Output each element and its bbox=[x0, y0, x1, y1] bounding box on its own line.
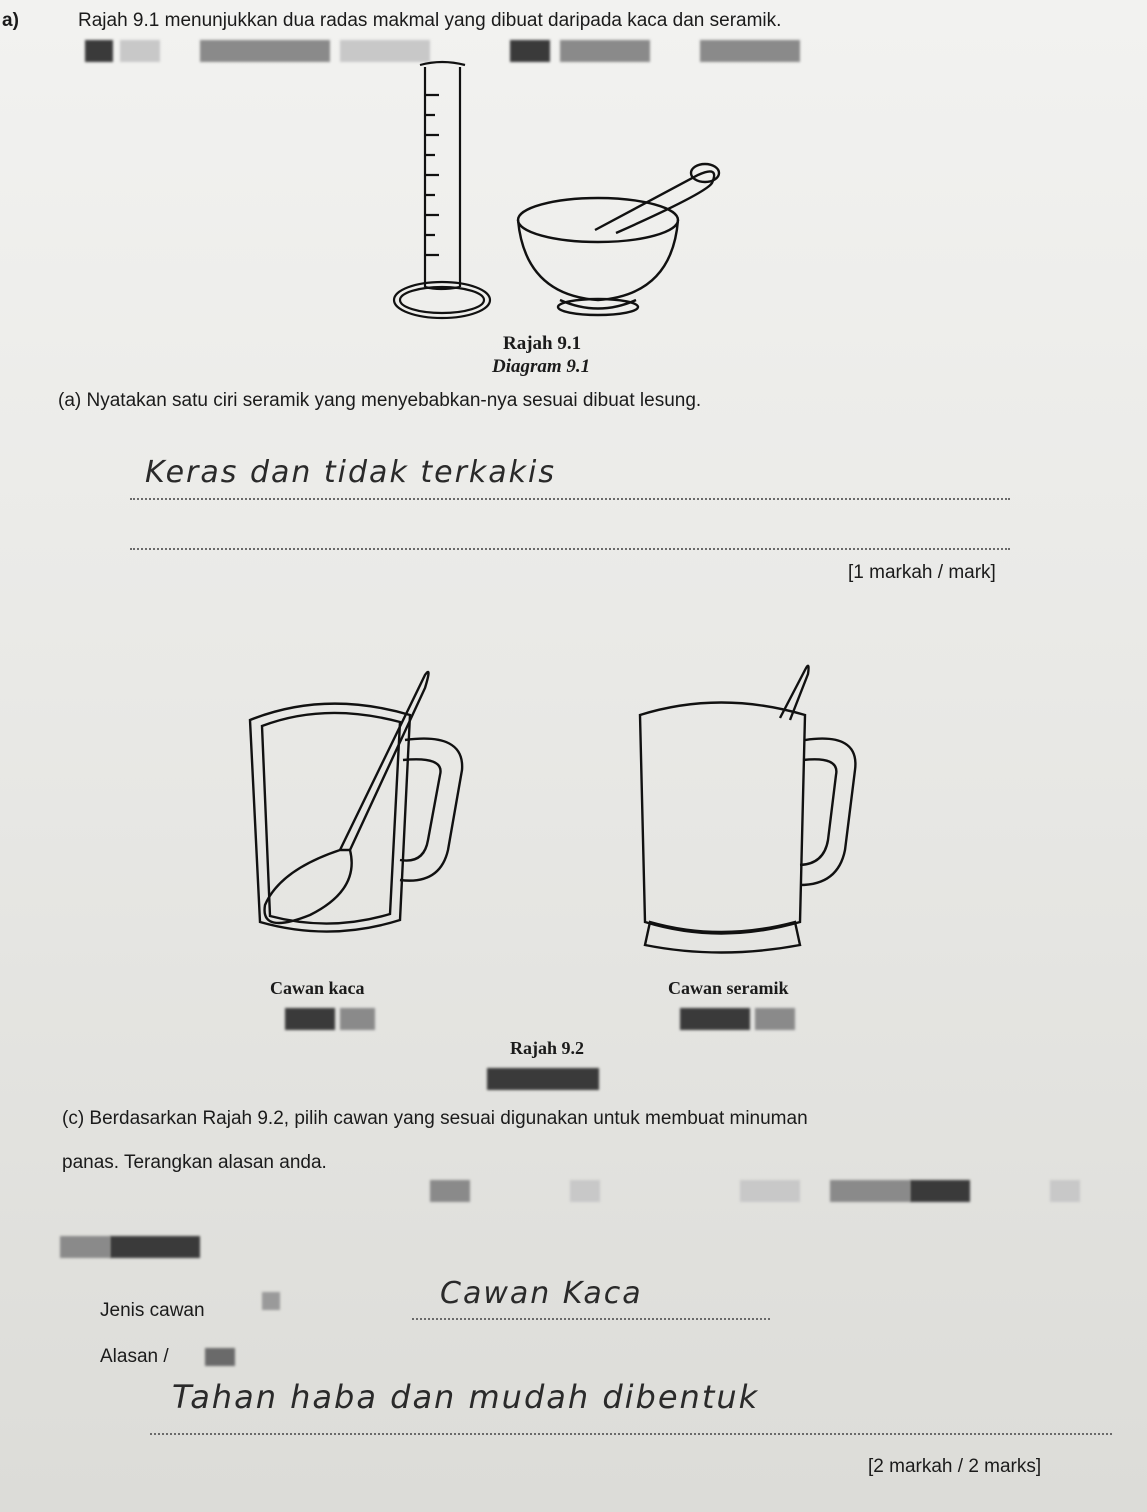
diagram-9-1-caption-en: Diagram 9.1 bbox=[492, 356, 591, 377]
diagram-9-2-caption: Rajah 9.2 bbox=[510, 1038, 585, 1058]
cup-type-label: Jenis cawan bbox=[100, 1300, 205, 1321]
question-c-text-line2: panas. Terangkan alasan anda. bbox=[62, 1152, 327, 1173]
reason-label: Alasan / bbox=[100, 1346, 169, 1367]
redacted-glass-translation bbox=[285, 1008, 385, 1030]
answer-line-1 bbox=[130, 498, 1010, 500]
diagram-9-1 bbox=[380, 55, 740, 335]
question-a-text: (a) Nyatakan satu ciri seramik yang menyebabkan-nya sesuai dibuat lesung. bbox=[58, 390, 702, 411]
question-c-text-line1: (c) Berdasarkan Rajah 9.2, pilih cawan yang sesuai digunakan untuk membuat minuman bbox=[62, 1108, 808, 1129]
question-a-marks: [1 markah / mark] bbox=[848, 562, 996, 583]
diagram-9-2 bbox=[240, 660, 860, 960]
ceramic-cup bbox=[640, 666, 855, 953]
mortar-and-pestle bbox=[518, 164, 719, 315]
intro-text: Rajah 9.1 menunjukkan dua radas makmal yang dibuat daripada kaca dan seramik. bbox=[78, 10, 782, 31]
question-c-marks: [2 markah / 2 marks] bbox=[868, 1456, 1042, 1477]
cup-answer-line bbox=[412, 1318, 770, 1320]
question-a-answer: Keras dan tidak terkakis bbox=[145, 455, 557, 490]
redacted-ceramic-translation bbox=[680, 1008, 810, 1030]
reason-answer-line bbox=[150, 1433, 1112, 1435]
answer-line-2 bbox=[130, 548, 1010, 550]
redacted-diagram-translation bbox=[487, 1068, 602, 1090]
label-glass-cup: Cawan kaca bbox=[270, 978, 365, 998]
redacted-reason-label-translation bbox=[205, 1348, 235, 1366]
reason-answer: Tahan haba dan mudah dibentuk bbox=[172, 1378, 760, 1416]
label-ceramic-cup: Cawan seramik bbox=[668, 978, 789, 998]
redacted-cup-label-translation bbox=[262, 1292, 280, 1310]
section-label: a) bbox=[2, 10, 19, 31]
measuring-cylinder bbox=[394, 62, 490, 318]
diagram-9-1-caption-ms: Rajah 9.1 bbox=[503, 333, 582, 354]
cup-type-answer: Cawan Kaca bbox=[440, 1276, 643, 1311]
glass-cup bbox=[250, 672, 462, 932]
redacted-question-translation bbox=[60, 1180, 1090, 1260]
